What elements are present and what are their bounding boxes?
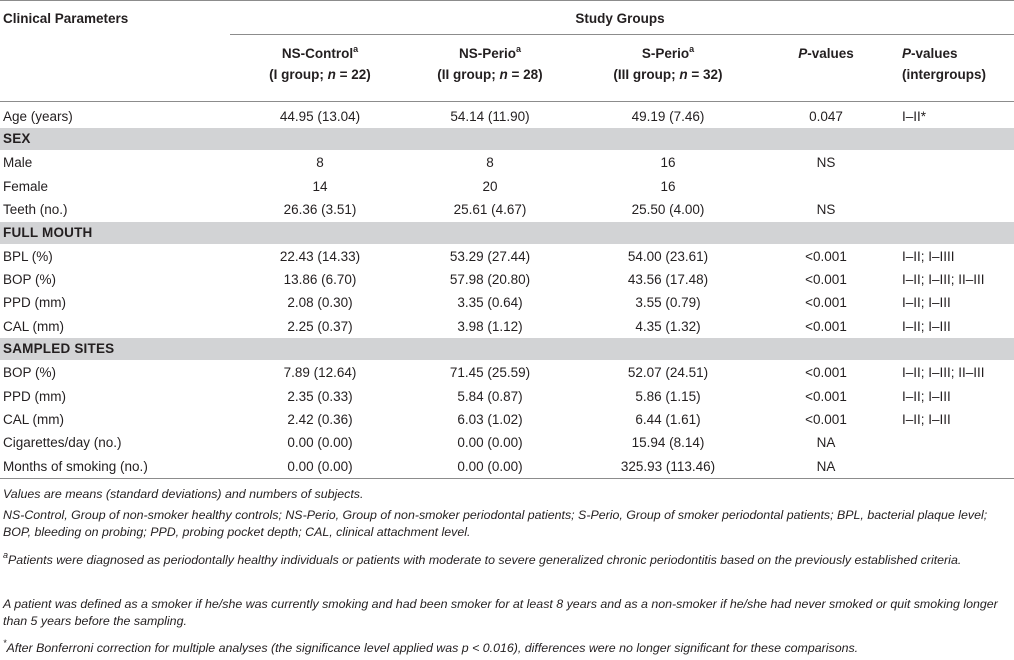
- cell-label: PPD (mm): [3, 388, 66, 404]
- cell-ns-perio: 0.00 (0.00): [457, 435, 523, 451]
- cell-label: Months of smoking (no.): [3, 458, 148, 474]
- cell-ns-perio: 3.98 (1.12): [457, 318, 523, 334]
- section-title: FULL MOUTH: [3, 224, 93, 240]
- cell-s-perio: 3.55 (0.79): [635, 295, 701, 311]
- cell-p-value: NA: [816, 458, 836, 474]
- cell-label: CAL (mm): [3, 318, 64, 334]
- cell-label: BOP (%): [3, 272, 57, 287]
- cell-ns-perio: 54.14 (11.90): [450, 109, 530, 124]
- cell-p-value: <0.001: [805, 295, 847, 311]
- group-3-desc-suffix: = 32): [687, 67, 723, 82]
- group-3-name: S-Perio: [641, 46, 690, 61]
- cell-p-value: <0.001: [805, 412, 847, 427]
- cell-ns-perio: 8: [486, 155, 494, 171]
- header-p-inter-p: P: [902, 46, 912, 61]
- cell-s-perio: 16: [660, 178, 676, 194]
- header-group-2: [400, 43, 580, 62]
- footnote-bonferroni-text: After Bonferroni correction for multiple analyses (the significance level applied was p < 0.016), differences were no longer significant for these comparisons.: [6, 641, 859, 655]
- header-group-3: [578, 43, 758, 62]
- cell-p-value: <0.001: [805, 388, 847, 404]
- footnote-a-text: Patients were diagnosed as periodontally healthy individuals or patients with moderate to severe generalized chronic periodontitis based on the previously established criteria.: [8, 553, 962, 567]
- cell-p-value: NS: [816, 155, 836, 171]
- footnote-bonferroni: [3, 637, 1011, 657]
- footnote-values: Values are means (standard deviations) and numbers of subjects.: [3, 487, 364, 501]
- table-bottom-rule: [0, 478, 1014, 479]
- header-group-2-desc: [400, 67, 580, 83]
- section-header: [0, 128, 1014, 150]
- header-p-values-inter-sub: (intergroups): [902, 67, 986, 82]
- table-top-rule: [0, 0, 1014, 1]
- cell-ns-control: 2.08 (0.30): [287, 295, 353, 311]
- cell-p-value: <0.001: [805, 248, 847, 264]
- cell-ns-perio: 0.00 (0.00): [457, 458, 523, 474]
- cell-ns-perio: 25.61 (4.67): [453, 202, 527, 218]
- group-1-sup: a: [353, 43, 359, 54]
- section-header: [0, 222, 1014, 244]
- header-clinical-parameters: Clinical Parameters: [3, 11, 129, 26]
- cell-label: Teeth (no.): [3, 202, 68, 218]
- cell-ns-control: 2.42 (0.36): [287, 412, 353, 427]
- cell-ns-control: 2.25 (0.37): [287, 318, 353, 334]
- footnote-smoker-definition: A patient was defined as a smoker if he/she was currently smoking and had been smoker for at least 8 years and as a non-smoker if he/she had never smoked or quit smoking longer than 5 years before the sampling.: [3, 597, 998, 628]
- cell-ns-control: 14: [312, 178, 328, 194]
- cell-label: BPL (%): [3, 248, 53, 264]
- cell-ns-perio: 57.98 (20.80): [449, 272, 531, 287]
- cell-s-perio: 15.94 (8.14): [631, 435, 705, 451]
- cell-ns-control: 26.36 (3.51): [283, 202, 357, 218]
- footnote-star-mark: *: [3, 637, 7, 648]
- group-1-desc-prefix: (I group;: [269, 67, 328, 82]
- cell-label: PPD (mm): [3, 295, 66, 311]
- header-p-values-p: P: [798, 46, 808, 61]
- cell-ns-perio: 20: [482, 178, 498, 194]
- group-2-desc-suffix: = 28): [507, 67, 543, 82]
- cell-ns-control: 44.95 (13.04): [279, 109, 361, 124]
- footnote-a: [3, 549, 1011, 569]
- cell-ns-perio: 6.03 (1.02): [457, 412, 523, 427]
- cell-s-perio: 6.44 (1.61): [635, 412, 701, 427]
- cell-p-value: NS: [816, 202, 836, 218]
- cell-p-intergroup: I–II*: [902, 109, 927, 124]
- header-group-3-desc: [578, 67, 758, 83]
- cell-p-intergroup: I–II; I–III: [902, 412, 951, 427]
- cell-p-intergroup: I–II; I–III: [902, 318, 951, 334]
- header-group-1: [230, 43, 410, 62]
- cell-ns-control: 22.43 (14.33): [279, 248, 361, 264]
- group-3-desc-prefix: (III group;: [613, 67, 680, 82]
- cell-p-intergroup: I–II; I–III; II–III: [902, 272, 985, 287]
- header-p-values-inter: [902, 46, 958, 62]
- cell-s-perio: 43.56 (17.48): [627, 272, 709, 287]
- header-p-inter-rest: -values: [911, 46, 958, 61]
- cell-s-perio: 25.50 (4.00): [631, 202, 705, 218]
- header-p-values: [760, 46, 892, 62]
- cell-ns-control: 8: [316, 155, 324, 171]
- cell-p-value: NA: [816, 435, 836, 451]
- section-header: [0, 338, 1014, 360]
- header-group-rule: [230, 34, 1014, 35]
- group-1-desc-suffix: = 22): [335, 67, 371, 82]
- cell-label: Female: [3, 178, 49, 194]
- header-study-groups: Study Groups: [575, 11, 665, 26]
- cell-ns-perio: 5.84 (0.87): [457, 388, 523, 404]
- group-1-desc-n: n: [327, 67, 336, 82]
- footnote-a-mark: a: [3, 549, 9, 560]
- cell-label: CAL (mm): [3, 412, 64, 427]
- header-bottom-rule: [0, 101, 1014, 102]
- cell-p-intergroup: I–II; I–IIII: [902, 248, 955, 264]
- cell-p-intergroup: I–II; I–III: [902, 295, 951, 311]
- cell-p-intergroup: I–II; I–III: [902, 388, 951, 404]
- group-3-sup: a: [689, 43, 695, 54]
- cell-ns-perio: 3.35 (0.64): [457, 295, 523, 311]
- cell-s-perio: 4.35 (1.32): [635, 318, 701, 334]
- cell-ns-control: 0.00 (0.00): [287, 435, 353, 451]
- cell-s-perio: 325.93 (113.46): [620, 458, 716, 474]
- cell-s-perio: 49.19 (7.46): [631, 109, 705, 124]
- cell-label: BOP (%): [3, 365, 57, 381]
- cell-s-perio: 54.00 (23.61): [627, 248, 709, 264]
- group-2-desc-prefix: (II group;: [437, 67, 500, 82]
- section-title: SEX: [3, 131, 31, 147]
- header-group-1-desc: [230, 67, 410, 83]
- cell-label: Age (years): [3, 109, 73, 124]
- cell-p-value: 0.047: [809, 109, 843, 124]
- cell-label: Cigarettes/day (no.): [3, 435, 122, 451]
- group-2-name: NS-Perio: [458, 46, 516, 61]
- cell-p-value: <0.001: [805, 365, 847, 381]
- cell-s-perio: 5.86 (1.15): [635, 388, 701, 404]
- header-p-values-rest: -values: [807, 46, 854, 61]
- cell-ns-control: 13.86 (6.70): [283, 272, 357, 287]
- cell-ns-control: 2.35 (0.33): [287, 388, 353, 404]
- cell-ns-perio: 53.29 (27.44): [449, 248, 531, 264]
- section-title: SAMPLED SITES: [3, 341, 115, 357]
- cell-s-perio: 16: [660, 155, 676, 171]
- cell-p-intergroup: I–II; I–III; II–III: [902, 365, 985, 381]
- group-2-desc-n: n: [499, 67, 508, 82]
- cell-ns-control: 0.00 (0.00): [287, 458, 353, 474]
- cell-ns-perio: 71.45 (25.59): [449, 365, 531, 381]
- cell-label: Male: [3, 155, 33, 171]
- cell-p-value: <0.001: [805, 318, 847, 334]
- cell-s-perio: 52.07 (24.51): [627, 365, 709, 381]
- cell-ns-control: 7.89 (12.64): [283, 365, 357, 381]
- footnote-abbreviations: NS-Control, Group of non-smoker healthy controls; NS-Perio, Group of non-smoker periodontal patients; S-Perio, Group of smoker periodontal patients; BPL, bacterial plaque level; BOP, bleeding on probing; PPD, probing pocket depth; CAL, clinical attachment level.: [3, 508, 988, 539]
- group-2-sup: a: [516, 43, 522, 54]
- cell-p-value: <0.001: [805, 272, 847, 287]
- group-1-name: NS-Control: [281, 46, 354, 61]
- group-3-desc-n: n: [679, 67, 688, 82]
